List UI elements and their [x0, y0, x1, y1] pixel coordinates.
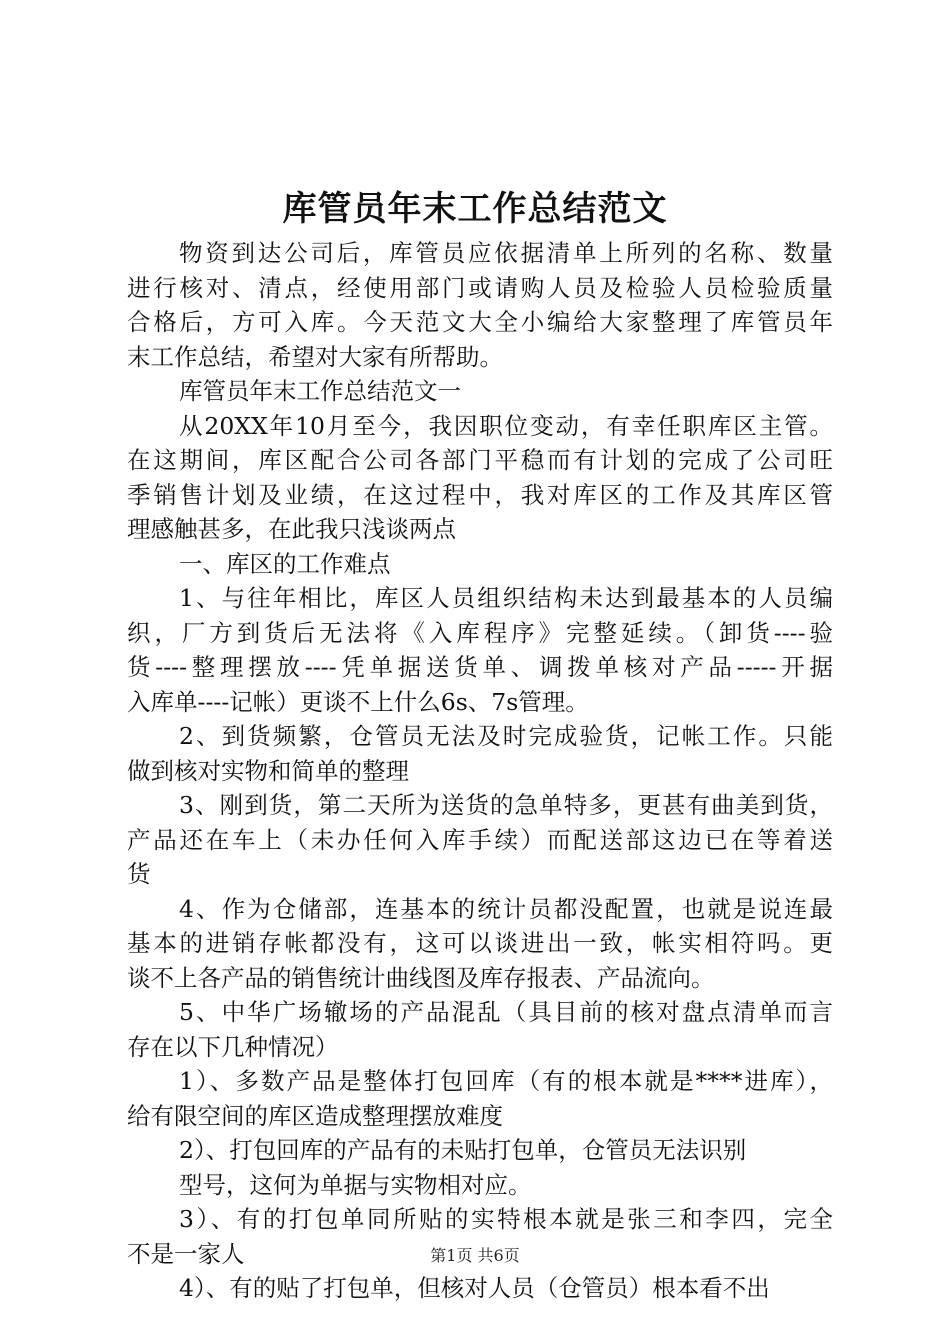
text-line: 进行核对、清点，经使用部门或请购人员及检验人员检验质量	[127, 273, 833, 302]
text-line: 给有限空间的库区造成整理摆放难度	[127, 1101, 503, 1130]
text-line: 5、中华广场辙场的产品混乱（具目前的核对盘点清单而言	[179, 998, 833, 1026]
document-body	[127, 236, 833, 1306]
text-line: 季销售计划及业绩，在这过程中，我对库区的工作及其库区管	[127, 480, 833, 509]
text-line: 3）、有的打包单同所贴的实特根本就是张三和李四，完全	[179, 1205, 833, 1233]
text-line: 谈不上各产品的销售统计曲线图及库存报表、产品流向。	[127, 963, 715, 992]
text-line: 物资到达公司后，库管员应依据清单上所列的名称、数量	[179, 239, 833, 267]
text-line: 2）、打包回库的产品有的未贴打包单，仓管员无法识别	[179, 1136, 747, 1164]
text-line: 4、作为仓储部，连基本的统计员都没配置，也就是说连最	[179, 894, 833, 923]
text-line: 基本的进销存帐都没有，这可以谈进出一致，帐实相符吗。更	[127, 929, 833, 957]
text-line: 3、刚到货，第二天所为送货的急单特多，更甚有曲美到货，	[179, 791, 833, 819]
text-line: 产品还在车上（未办任何入库手续）而配送部这边已在等着送	[127, 825, 833, 854]
document-title: 库管员年末工作总结范文	[282, 189, 668, 229]
text-line: 入库单----记帐）更谈不上什么6s、7s管理。	[127, 687, 589, 716]
text-line: 货	[127, 860, 151, 888]
text-line: 型号，这何为单据与实物相对应。	[179, 1170, 532, 1199]
text-line: 1）、多数产品是整体打包回库（有的根本就是****进库），	[179, 1067, 833, 1095]
text-line: 1、与往年相比，库区人员组织结构未达到最基本的人员编	[179, 584, 833, 612]
text-line: 在这期间，库区配合公司各部门平稳而有计划的完成了公司旺	[127, 446, 833, 474]
text-line: 做到核对实物和简单的整理	[127, 756, 409, 785]
page-footer: 第1页 共6页	[430, 1246, 520, 1265]
text-line: 理感触甚多，在此我只浅谈两点	[127, 515, 456, 543]
text-line: 织，厂方到货后无法将《入库程序》完整延续。（卸货----验	[127, 618, 833, 647]
text-line: 库管员年末工作总结范文一	[179, 377, 461, 405]
text-line: 末工作总结，希望对大家有所帮助。	[127, 342, 503, 371]
text-line: 2、到货频繁，仓管员无法及时完成验货，记帐工作。只能	[179, 722, 833, 750]
text-line: 货----整理摆放----凭单据送货单、调拨单核对产品-----开据	[127, 653, 833, 681]
text-line: 合格后，方可入库。今天范文大全小编给大家整理了库管员年	[127, 308, 833, 336]
text-line: 存在以下几种情况）	[127, 1032, 339, 1061]
text-line: 4）、有的贴了打包单，但核对人员（仓管员）根本看不出	[179, 1274, 770, 1302]
text-line: 不是一家人	[127, 1239, 245, 1268]
text-line: 一、库区的工作难点	[179, 549, 391, 578]
text-line: 从20XX年10月至今，我因职位变动，有幸任职库区主管。	[179, 411, 833, 440]
